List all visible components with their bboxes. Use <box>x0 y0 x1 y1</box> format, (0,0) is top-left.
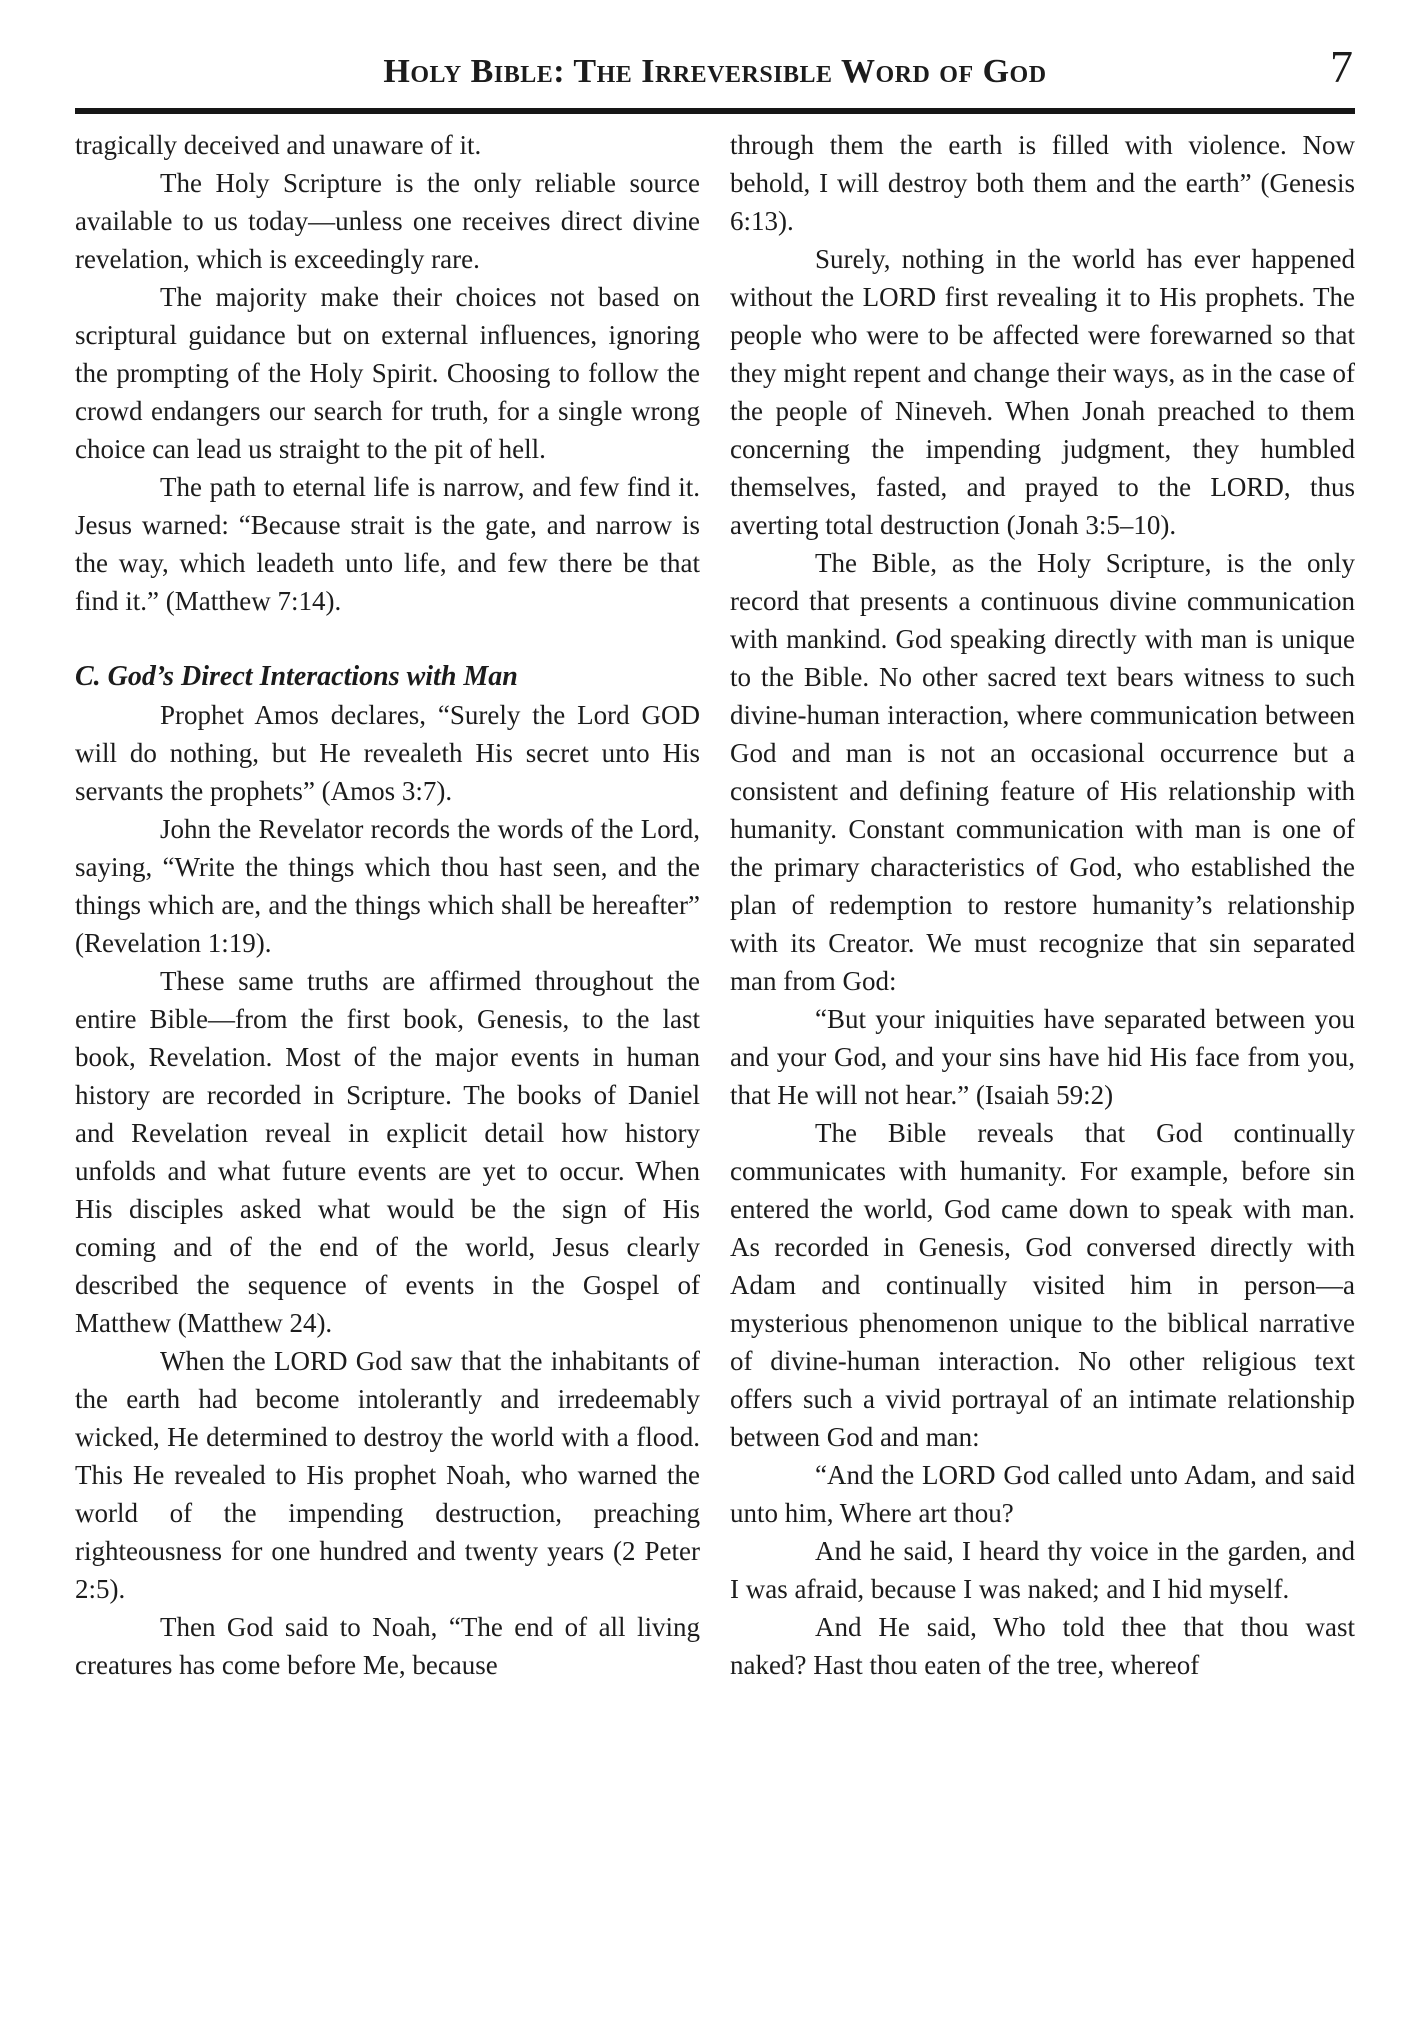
paragraph: The Bible, as the Holy Scripture, is the only record that presents a continuous divine communication with mankind. God speaking directly with man is unique to the Bible. No other sacred text bears witness to such divine-human interaction, where communication between God and man is not an occasional occurrence but a consistent and defining feature of His relationship with humanity. Constant communication with man is one of the primary characteristics of God, who established the plan of redemption to restore humanity’s relationship with its Creator. We must recognize that sin separated man from God: <box>730 548 1355 996</box>
paragraph: These same truths are affirmed throughout the entire Bible—from the first book, Genesis, to the last book, Revelation. Most of the major events in human history are recorded in Scripture. The books of Daniel and Revelation reveal in explicit detail how history unfolds and what future events are yet to occur. When His disciples asked what would be the sign of His coming and of the end of the world, Jesus clearly described the sequence of events in the Gospel of Matthew (Matthew 24). <box>75 966 700 1338</box>
running-head-title: Holy Bible: The Irreversible Word of God <box>383 53 1047 90</box>
right-column <box>730 126 1355 1684</box>
text-columns <box>75 126 1355 1684</box>
paragraph: The Holy Scripture is the only reliable source available to us today—unless one receives direct divine revelation, which is exceedingly rare. <box>75 168 700 274</box>
paragraph: “And the LORD God called unto Adam, and said unto him, Where art thou? <box>730 1460 1355 1528</box>
page-number: 7 <box>1330 41 1353 92</box>
paragraph: through them the earth is filled with violence. Now behold, I will destroy both them and the earth” (Genesis 6:13). <box>730 130 1355 236</box>
paragraph: The path to eternal life is narrow, and few find it. Jesus warned: “Because strait is the gate, and narrow is the way, which leadeth unto life, and few there be that find it.” (Matthew 7:14). <box>75 472 700 616</box>
paragraph: Then God said to Noah, “The end of all living creatures has come before Me, because <box>75 1612 700 1680</box>
paragraph: “But your iniquities have separated between you and your God, and your sins have hid His face from you, that He will not hear.” (Isaiah 59:2) <box>730 1004 1355 1110</box>
paragraph: The majority make their choices not based on scriptural guidance but on external influences, ignoring the prompting of the Holy Spirit. Choosing to follow the crowd endangers our search for truth, for a single wrong choice can lead us straight to the pit of hell. <box>75 282 700 464</box>
paragraph: Prophet Amos declares, “Surely the Lord GOD will do nothing, but He revealeth His secret unto His servants the prophets” (Amos 3:7). <box>75 700 700 806</box>
section-heading: C. God’s Direct Interactions with Man <box>75 661 518 692</box>
paragraph: And he said, I heard thy voice in the garden, and I was afraid, because I was naked; and I hid myself. <box>730 1536 1355 1604</box>
paragraph: When the LORD God saw that the inhabitants of the earth had become intolerantly and irredeemably wicked, He determined to destroy the world with a flood. This He revealed to His prophet Noah, who warned the world of the impending destruction, preaching righteousness for one hundred and twenty years (2 Peter 2:5). <box>75 1346 700 1604</box>
paragraph: The Bible reveals that God continually communicates with humanity. For example, before sin entered the world, God came down to speak with man. As recorded in Genesis, God conversed directly with Adam and continually visited him in person—a mysterious phenomenon unique to the biblical narrative of divine-human interaction. No other religious text offers such a vivid portrayal of an intimate relationship between God and man: <box>730 1118 1355 1452</box>
paragraph: And He said, Who told thee that thou wast naked? Hast thou eaten of the tree, whereof <box>730 1612 1355 1680</box>
paragraph: Surely, nothing in the world has ever happened without the LORD first revealing it to His prophets. The people who were to be affected were forewarned so that they might repent and change their ways, as in the case of the people of Nineveh. When Jonah preached to them concerning the impending judgment, they humbled themselves, fasted, and prayed to the LORD, thus averting total destruction (Jonah 3:5–10). <box>730 244 1355 540</box>
paragraph: tragically deceived and unaware of it. <box>75 130 482 160</box>
paragraph: John the Revelator records the words of the Lord, saying, “Write the things which thou hast seen, and the things which are, and the things which shall be hereafter” (Revelation 1:19). <box>75 814 700 958</box>
header-rule <box>75 108 1355 114</box>
page-header <box>75 0 1355 96</box>
left-column <box>75 126 700 1684</box>
